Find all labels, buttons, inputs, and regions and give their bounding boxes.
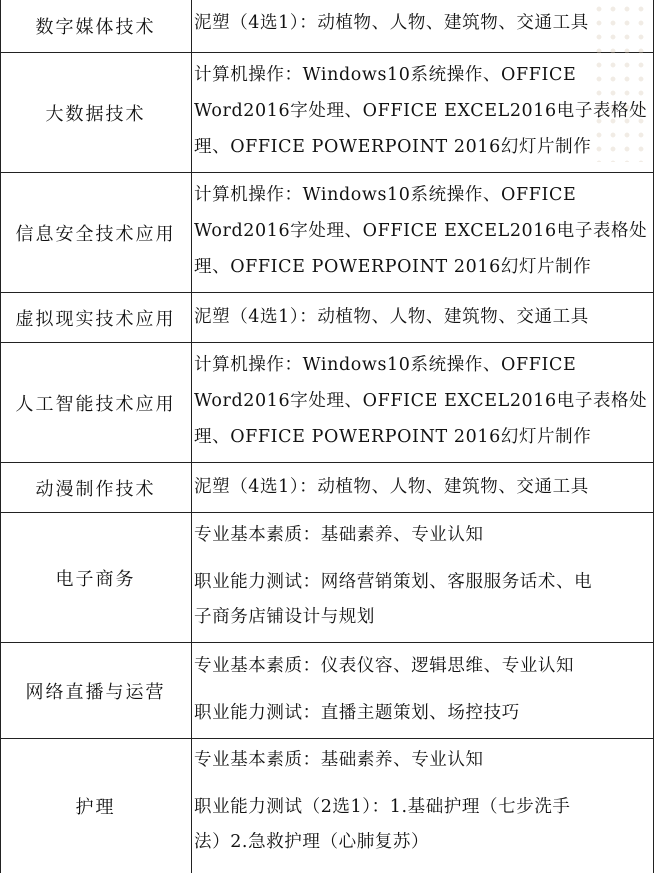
- exam-line: 职业能力测试：直播主题策划、场控技巧: [194, 703, 520, 723]
- exam-line: 子商务店铺设计与规划: [194, 607, 375, 627]
- major-name: 护理: [75, 797, 116, 818]
- table-row: [0, 343, 654, 463]
- exam-line: 专业基本素质：基础素养、专业认知: [194, 525, 484, 545]
- exam-line: 专业基本素质：基础素养、专业认知: [194, 750, 484, 770]
- major-name: 信息安全技术应用: [15, 223, 176, 245]
- exam-line: 理、OFFICE POWERPOINT 2016幻灯片制作: [194, 137, 592, 157]
- table-row: [0, 643, 654, 739]
- table-row: [0, 293, 654, 343]
- exam-line: 泥塑（4选1）：动植物、人物、建筑物、交通工具: [194, 307, 589, 327]
- exam-line: Word2016字处理、OFFICE EXCEL2016电子表格处: [194, 391, 648, 411]
- major-name: 虚拟现实技术应用: [15, 308, 176, 330]
- exam-line: 计算机操作：Windows10系统操作、OFFICE: [194, 65, 577, 85]
- exam-content: [194, 739, 650, 873]
- exam-content: [194, 513, 650, 642]
- exam-line: 泥塑（4选1）：动植物、人物、建筑物、交通工具: [194, 477, 589, 497]
- major-name: 电子商务: [55, 568, 136, 590]
- exam-content: [194, 293, 650, 342]
- exam-content: [194, 463, 650, 512]
- exam-line: 计算机操作：Windows10系统操作、OFFICE: [194, 355, 577, 375]
- table-row: [0, 513, 654, 643]
- exam-line: 职业能力测试：网络营销策划、客服服务话术、电: [194, 572, 593, 592]
- table-row: [0, 53, 654, 173]
- exam-line: 理、OFFICE POWERPOINT 2016幻灯片制作: [194, 427, 592, 447]
- exam-line: Word2016字处理、OFFICE EXCEL2016电子表格处: [194, 101, 648, 121]
- exam-content: [194, 53, 650, 172]
- exam-line: 计算机操作：Windows10系统操作、OFFICE: [194, 185, 577, 205]
- major-name: 动漫制作技术: [35, 478, 156, 500]
- exam-line: 泥塑（4选1）：动植物、人物、建筑物、交通工具: [194, 13, 589, 33]
- exam-content: [194, 343, 650, 462]
- exam-line: 职业能力测试（2选1）：1.基础护理（七步洗手: [194, 797, 571, 817]
- table-row: [0, 739, 654, 873]
- exam-line: Word2016字处理、OFFICE EXCEL2016电子表格处: [194, 221, 648, 241]
- exam-content: [194, 173, 650, 292]
- major-name: 人工智能技术应用: [15, 393, 176, 415]
- exam-content: [194, 0, 650, 52]
- table-row: [0, 173, 654, 293]
- table-row: [0, 463, 654, 513]
- exam-line: 理、OFFICE POWERPOINT 2016幻灯片制作: [194, 257, 592, 277]
- major-name: 数字媒体技术: [35, 17, 156, 38]
- table-row: [0, 0, 654, 53]
- major-name: 大数据技术: [45, 103, 146, 125]
- exam-content: [194, 643, 650, 738]
- major-name: 网络直播与运营: [25, 681, 166, 703]
- exam-line: 专业基本素质：仪表仪容、逻辑思维、专业认知: [194, 656, 575, 676]
- exam-line: 法）2.急救护理（心肺复苏）: [194, 832, 430, 852]
